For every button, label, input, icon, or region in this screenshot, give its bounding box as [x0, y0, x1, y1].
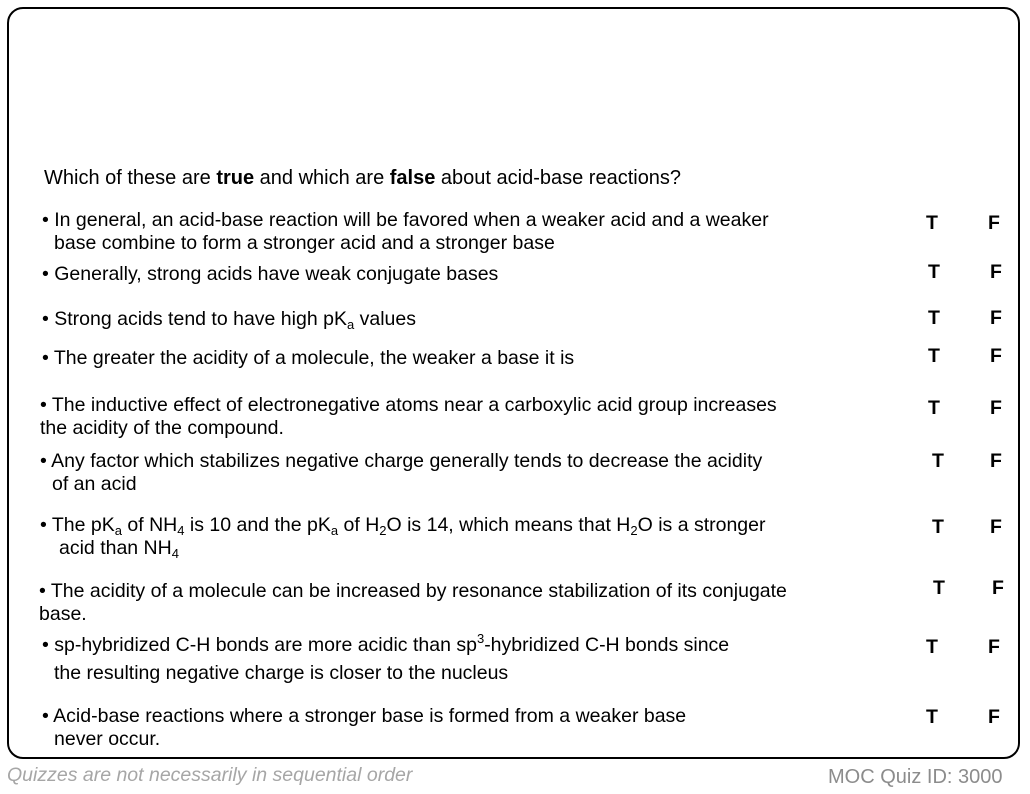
statement-8-true-option[interactable]: T [933, 577, 945, 599]
statement-7-false-option[interactable]: F [990, 516, 1002, 538]
statement-10: • Acid-base reactions where a stronger base is formed from a weaker base never occur. [42, 705, 687, 750]
statement-8: • The acidity of a molecule can be increased by resonance stabilization of its conjugate base. [39, 580, 787, 625]
statement-2: • Generally, strong acids have weak conjugate bases [42, 263, 499, 285]
statement-6: • Any factor which stabilizes negative charge generally tends to decrease the acidity of an acid [40, 450, 763, 495]
statement-9-false-option[interactable]: F [988, 636, 1000, 658]
statement-7: • The $pK_a$ of $NH_4$ is 10 and the $pK_a$ of $H_2O$ is 14, which means that $H_2O$ is a stronger acid than $NH_4$ [40, 514, 766, 561]
statement-1-true-option[interactable]: T [926, 212, 938, 234]
statement-10-false-option[interactable]: F [988, 706, 1000, 728]
statement-1: • In general, an acid-base reaction will be favored when a weaker acid and a weaker base combine to form a stronger acid and a stronger base [42, 209, 769, 254]
statement-9: • sp-hybridized C-H bonds are more acidic than $sp^3$-hybridized C-H bonds since the resulting negative charge is closer to the nucleus [42, 631, 730, 684]
statement-10-true-option[interactable]: T [926, 706, 938, 728]
statement-9-true-option[interactable]: T [926, 636, 938, 658]
statement-5-false-option[interactable]: F [990, 397, 1002, 419]
statement-8-false-option[interactable]: F [992, 577, 1004, 599]
statement-4: • The greater the acidity of a molecule, the weaker a base it is [42, 347, 575, 369]
statement-3: • Strong acids tend to have high $pK_a$ values [42, 308, 416, 332]
statement-2-false-option[interactable]: F [990, 261, 1002, 283]
statement-1-false-option[interactable]: F [988, 212, 1000, 234]
statement-3-false-option[interactable]: F [990, 307, 1002, 329]
statement-2-true-option[interactable]: T [928, 261, 940, 283]
false-word: false [389, 167, 436, 189]
statement-5: • The inductive effect of electronegative atoms near a carboxylic acid group increases the acidity of the compound. [40, 394, 777, 439]
statement-4-false-option[interactable]: F [990, 345, 1002, 367]
statement-4-true-option[interactable]: T [928, 345, 940, 367]
statement-7-true-option[interactable]: T [932, 516, 944, 538]
quiz-id: MOC Quiz ID: 3000 [828, 766, 1003, 788]
statement-3-true-option[interactable]: T [928, 307, 940, 329]
statement-6-true-option[interactable]: T [932, 450, 944, 472]
sequence-note: Quizzes are not necessarily in sequential order [7, 764, 413, 786]
question-prompt: Which of these are true and which are false about acid-base reactions? [44, 167, 682, 189]
true-word: true [216, 167, 255, 189]
statement-5-true-option[interactable]: T [928, 397, 940, 419]
statement-6-false-option[interactable]: F [990, 450, 1002, 472]
